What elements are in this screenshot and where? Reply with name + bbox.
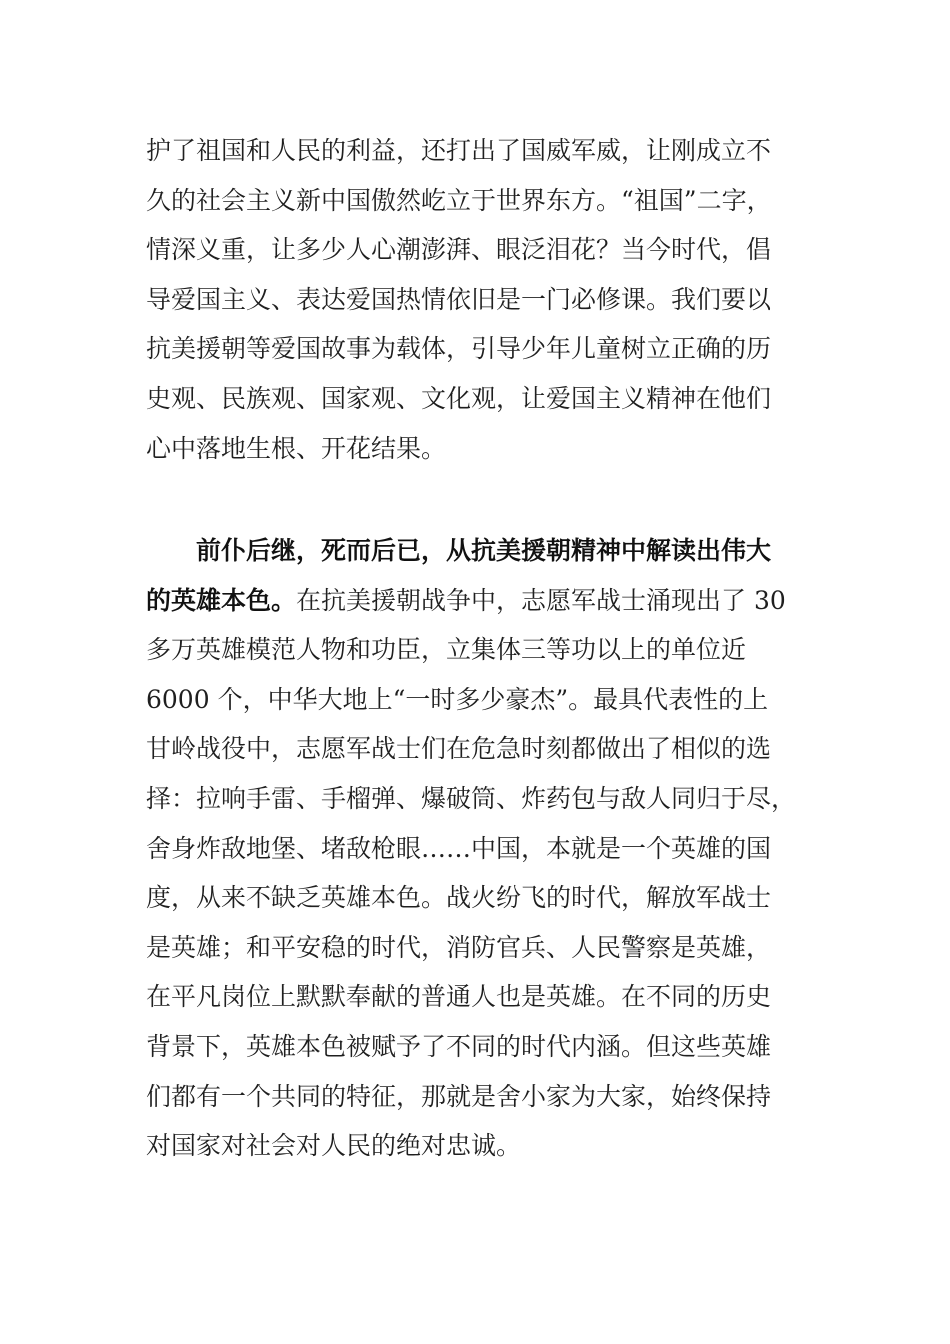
text-line: 心中落地生根、开花结果。 (146, 433, 447, 463)
text-line: 择：拉响手雷、手榴弹、爆破筒、炸药包与敌人同归于尽， (146, 783, 797, 813)
paragraph-heading-end: 的英雄本色。 (146, 585, 297, 615)
text-line: 多万英雄模范人物和功臣，立集体三等功以上的单位近 (146, 635, 747, 665)
paragraph-1 (146, 126, 806, 473)
paragraph-2 (146, 526, 806, 1171)
text-run: 在抗美援朝战争中，志愿军战士涌现出了 30 (296, 585, 786, 615)
text-line: 对国家对社会对人民的绝对忠诚。 (146, 1131, 522, 1161)
text-line: 在平凡岗位上默默奉献的普通人也是英雄。在不同的历史 (146, 982, 772, 1012)
text-line: 6000 个，中华大地上“一时多少豪杰”。最具代表性的上 (146, 684, 769, 714)
text-line: 久的社会主义新中国傲然屹立于世界东方。“祖国”二字， (146, 185, 772, 215)
text-line: 舍身炸敌地堡、堵敌枪眼……中国，本就是一个英雄的国 (146, 833, 772, 863)
paragraph-heading-line: 前仆后继，死而后已，从抗美援朝精神中解读出伟大 (196, 536, 772, 565)
text-line: 甘岭战役中，志愿军战士们在危急时刻都做出了相似的选 (146, 734, 772, 764)
text-line: 护了祖国和人民的利益，还打出了国威军威，让刚成立不 (146, 136, 772, 165)
text-line: 导爱国主义、表达爱国热情依旧是一门必修课。我们要以 (146, 284, 772, 314)
text-line: 度，从来不缺乏英雄本色。战火纷飞的时代，解放军战士 (146, 883, 772, 913)
text-line: 史观、民族观、国家观、文化观，让爱国主义精神在他们 (146, 383, 772, 413)
text-line: 背景下，英雄本色被赋予了不同的时代内涵。但这些英雄 (146, 1031, 772, 1061)
text-line: 情深义重，让多少人心潮澎湃、眼泛泪花？当今时代，倡 (146, 235, 772, 265)
text-line: 是英雄；和平安稳的时代，消防官兵、人民警察是英雄， (146, 932, 772, 962)
text-line: 们都有一个共同的特征，那就是舍小家为大家，始终保持 (146, 1081, 772, 1111)
text-line: 抗美援朝等爱国故事为载体，引导少年儿童树立正确的历 (146, 334, 772, 364)
text-line (146, 576, 806, 626)
